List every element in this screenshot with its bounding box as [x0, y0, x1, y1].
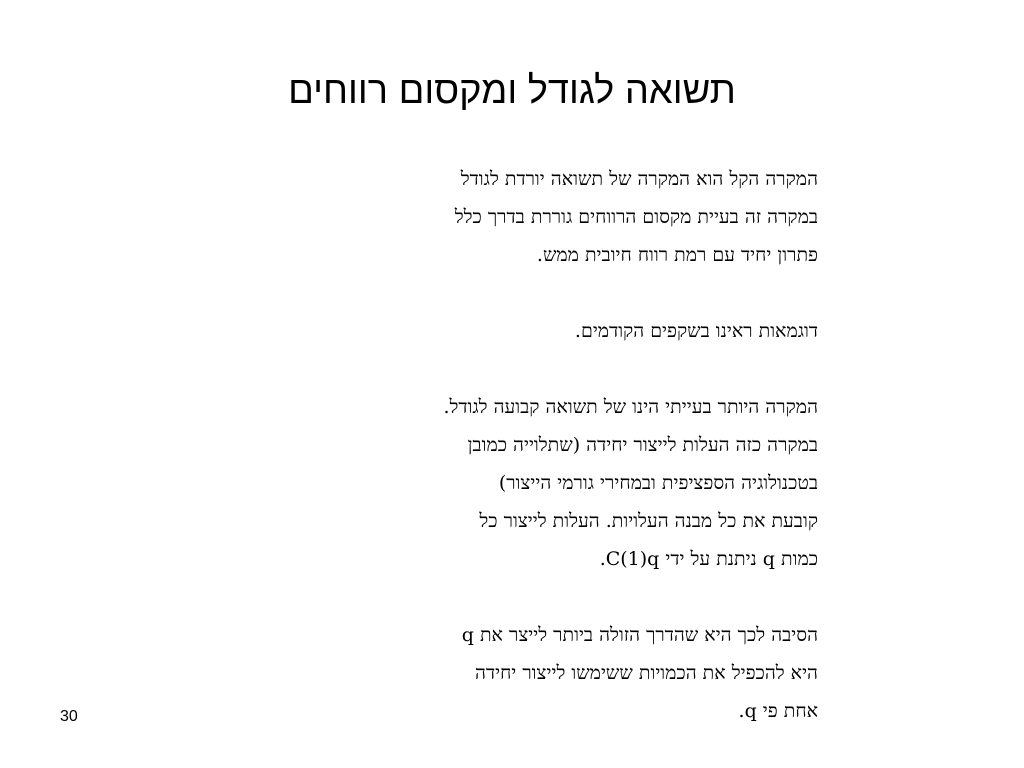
paragraph-spacer [178, 350, 818, 388]
slide-body [178, 160, 818, 730]
paragraph-constant-returns [178, 388, 818, 578]
paragraph-spacer [178, 274, 818, 312]
text-line: אחת פי q. [738, 700, 818, 722]
text-line: כמות q ניתנת על ידי C(1)q. [599, 548, 818, 570]
text-line: פתרון יחיד עם רמת רווח חיובית ממש. [536, 244, 818, 266]
text-line: במקרה זה בעיית מקסום הרווחים גוררת בדרך כלל [454, 206, 818, 228]
text-line: היא להכפיל את הכמויות ששימשו לייצור יחידה [475, 662, 818, 684]
text-line: המקרה הקל הוא המקרה של תשואה יורדת לגודל [460, 168, 818, 190]
text-line: המקרה היותר בעייתי הינו של תשואה קבועה לגודל. [443, 396, 818, 418]
text-line: בטכנולוגיה הספציפית ובמחירי גורמי הייצור) [498, 472, 818, 494]
slide-number: 30 [60, 708, 78, 725]
text-line: דוגמאות ראינו בשקפים הקודמים. [574, 320, 818, 342]
paragraph-examples [178, 312, 818, 350]
text-line: במקרה כזה העלות לייצור יחידה (שתלוייה כמובן [467, 434, 818, 456]
paragraph-spacer [178, 578, 818, 616]
paragraph-decreasing-returns [178, 160, 818, 274]
text-line: קובעת את כל מבנה העלויות. העלות לייצור כל [479, 510, 818, 532]
paragraph-reason [178, 616, 818, 730]
slide-title: תשואה לגודל ומקסום רווחים [288, 70, 736, 112]
text-line: הסיבה לכך היא שהדרך הזולה ביותר לייצר את q [461, 624, 818, 646]
